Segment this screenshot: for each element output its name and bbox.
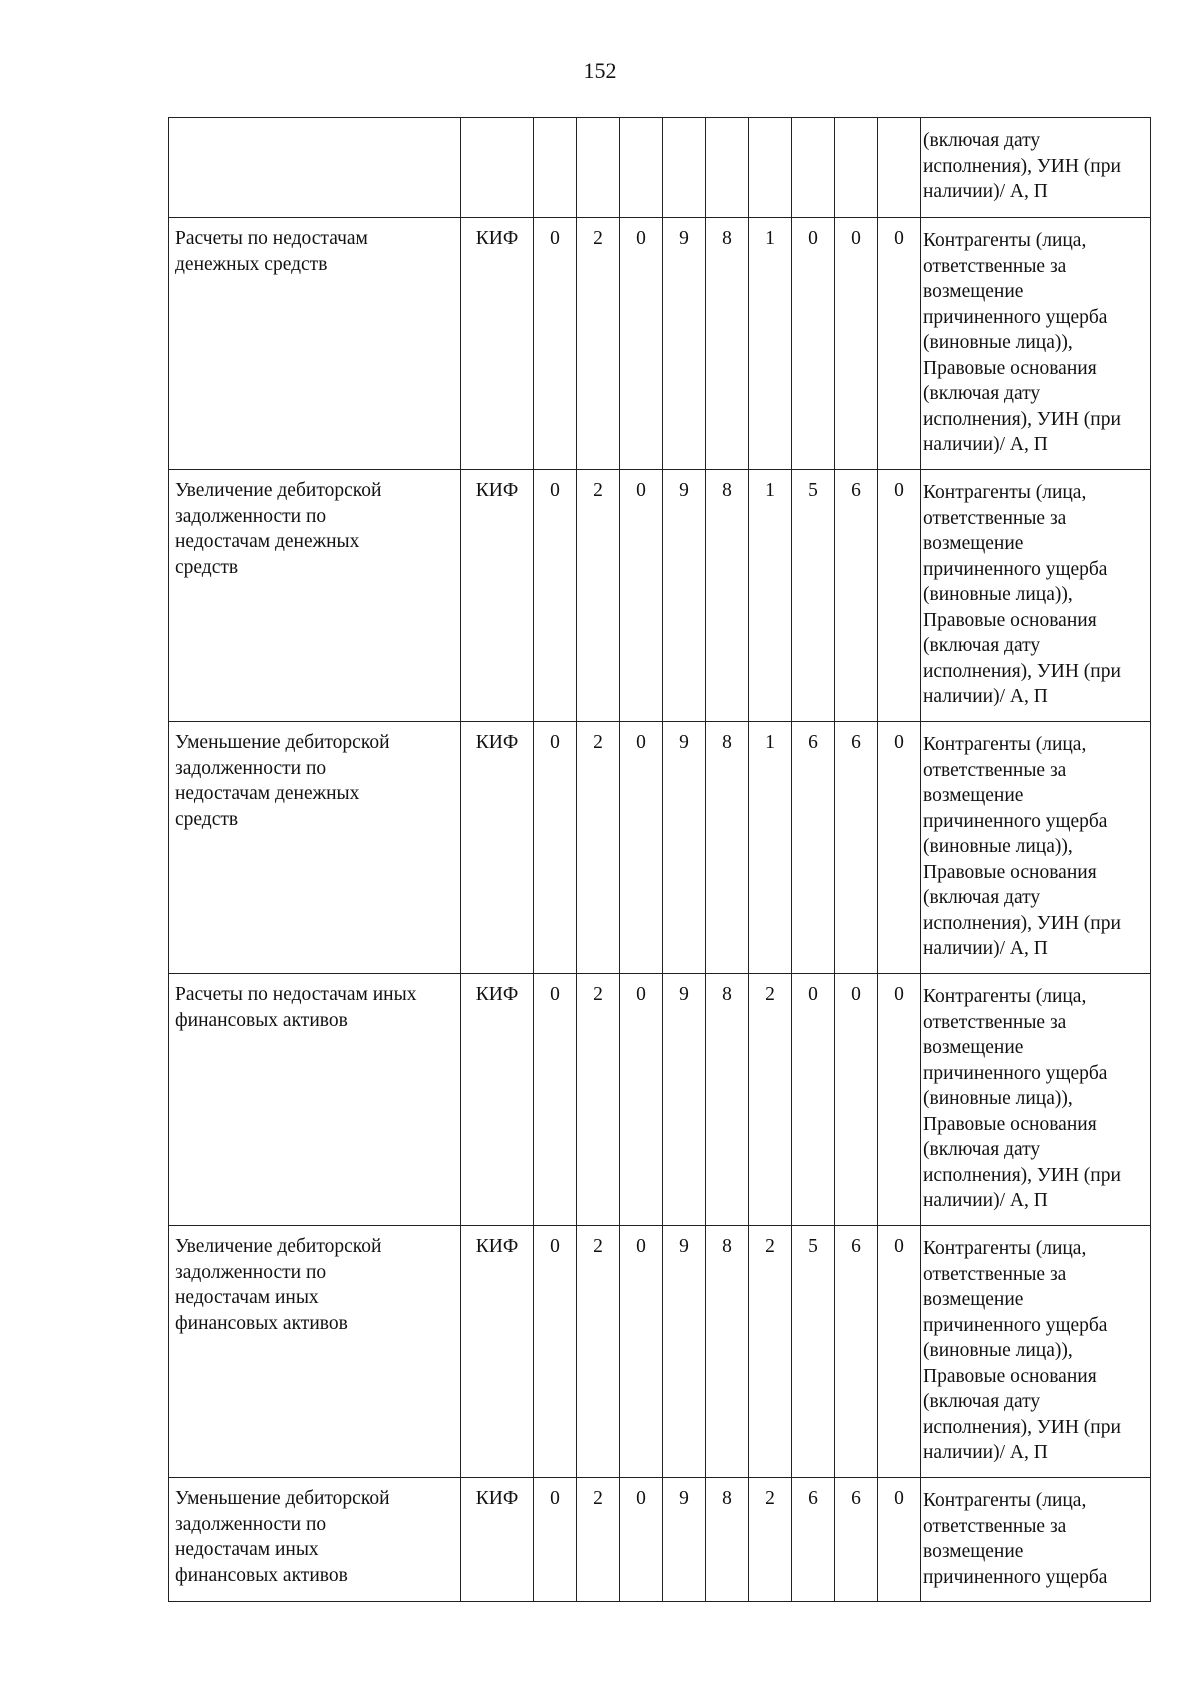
note-line: исполнения), УИН (при — [923, 912, 1121, 934]
table-row — [169, 470, 1151, 722]
note-line: ответственные за — [923, 759, 1067, 781]
code-digit: 6 — [835, 470, 878, 722]
account-name-line: задолженности по — [175, 1513, 327, 1535]
code-digit: 9 — [663, 1478, 706, 1602]
name-cell — [169, 118, 461, 218]
account-name-line: Уменьшение дебиторской — [175, 732, 390, 753]
note-line: (виновные лица)), — [923, 584, 1073, 605]
note-line: причиненного ущерба — [923, 810, 1108, 832]
code-digit: 0 — [534, 1226, 577, 1478]
code-digit: 0 — [878, 470, 921, 722]
account-name-line: Уменьшение дебиторской — [175, 1488, 390, 1509]
code-digit: 0 — [534, 974, 577, 1226]
note-cell — [921, 218, 1151, 470]
code-digit: 8 — [706, 1226, 749, 1478]
note-line: ответственные за — [923, 255, 1067, 277]
note-line: (включая дату — [923, 887, 1041, 908]
account-name — [169, 218, 461, 470]
code-digit: 9 — [663, 974, 706, 1226]
code-digit: 0 — [835, 974, 878, 1226]
account-name — [169, 722, 461, 974]
account-name-line: задолженности по — [175, 757, 327, 779]
code-digit: 6 — [835, 1478, 878, 1602]
account-name-line: недостачам денежных — [175, 783, 360, 804]
note-line: причиненного ущерба — [923, 1566, 1108, 1588]
code-digit: 2 — [577, 218, 620, 470]
note-line: исполнения), УИН (при — [923, 408, 1121, 430]
note-line: Правовые основания — [923, 1113, 1097, 1135]
code-digit: 2 — [577, 470, 620, 722]
code-digit: 8 — [706, 722, 749, 974]
code-digit: 0 — [534, 470, 577, 722]
account-name-line: Расчеты по недостачам — [175, 228, 368, 249]
note-line: Контрагенты (лица, — [923, 1238, 1087, 1259]
note-line: исполнения), УИН (при — [923, 1416, 1121, 1438]
note-line: наличии)/ А, П — [923, 434, 1048, 455]
code-digit: 0 — [835, 218, 878, 470]
note-line: исполнения), УИН (при — [923, 1164, 1121, 1186]
code-digit: 2 — [577, 1226, 620, 1478]
account-name-line: Увеличение дебиторской — [175, 1236, 382, 1257]
account-name-line: Расчеты по недостачам иных — [175, 984, 417, 1005]
note-line: (виновные лица)), — [923, 836, 1073, 857]
note-line: Правовые основания — [923, 609, 1097, 631]
code-digit: 0 — [620, 470, 663, 722]
account-name — [169, 974, 461, 1226]
account-name-line: финансовых активов — [175, 1009, 348, 1031]
code-digit: 0 — [878, 218, 921, 470]
note-line: (включая дату — [923, 383, 1041, 404]
code-digit: 0 — [620, 974, 663, 1226]
code-digit: 9 — [663, 722, 706, 974]
code-digit: 0 — [620, 1226, 663, 1478]
code-digit: 6 — [835, 1226, 878, 1478]
code-digit: 0 — [878, 1226, 921, 1478]
code-digit: 0 — [878, 1478, 921, 1602]
table-row — [169, 1478, 1151, 1602]
account-name-line: финансовых активов — [175, 1312, 348, 1334]
code-digit: 9 — [663, 1226, 706, 1478]
note-line: (включая дату — [923, 635, 1041, 656]
code-digit: 0 — [878, 722, 921, 974]
accounts-table — [168, 117, 1151, 1602]
code-digit: 2 — [749, 974, 792, 1226]
code-digit: 5 — [792, 1226, 835, 1478]
code-digit: 2 — [577, 722, 620, 974]
account-name-line: финансовых активов — [175, 1564, 348, 1586]
code-digit: 0 — [534, 722, 577, 974]
code-digit: 9 — [663, 470, 706, 722]
account-name — [169, 1226, 461, 1478]
note-line: исполнения), УИН (при — [923, 660, 1121, 682]
code-cell — [461, 118, 534, 218]
code-digit: 0 — [792, 218, 835, 470]
note-line: ответственные за — [923, 1011, 1067, 1033]
code-digit: 0 — [620, 1478, 663, 1602]
note-cell — [921, 470, 1151, 722]
table-row — [169, 218, 1151, 470]
note-line: причиненного ущерба — [923, 1062, 1108, 1084]
code-digit: 1 — [749, 722, 792, 974]
note-line: (включая дату — [923, 1139, 1041, 1160]
code-digit: 8 — [706, 974, 749, 1226]
table-row — [169, 974, 1151, 1226]
note-line: причиненного ущерба — [923, 306, 1108, 328]
code-digit: 0 — [534, 1478, 577, 1602]
code-digit: 2 — [577, 1478, 620, 1602]
account-name — [169, 470, 461, 722]
note-line: Контрагенты (лица, — [923, 734, 1087, 755]
note-cell — [921, 974, 1151, 1226]
code-digit: 2 — [749, 1478, 792, 1602]
code-digit: 0 — [878, 974, 921, 1226]
note-line: причиненного ущерба — [923, 558, 1108, 580]
note-line: (виновные лица)), — [923, 332, 1073, 353]
note-line: возмещение — [923, 281, 1024, 302]
code-digit: 0 — [620, 722, 663, 974]
code-digit: 2 — [577, 974, 620, 1226]
note-line: возмещение — [923, 1541, 1024, 1562]
note-line: Контрагенты (лица, — [923, 230, 1087, 251]
account-name-line: задолженности по — [175, 505, 327, 527]
note-line: возмещение — [923, 1289, 1024, 1310]
note-cell — [921, 1478, 1151, 1602]
note-line: Контрагенты (лица, — [923, 986, 1087, 1007]
account-name-line: Увеличение дебиторской — [175, 480, 382, 501]
note-line: причиненного ущерба — [923, 1314, 1108, 1336]
account-name-line: задолженности по — [175, 1261, 327, 1283]
note-line: наличии)/ А, П — [923, 1442, 1048, 1463]
code-digit: 0 — [534, 218, 577, 470]
code-cell: КИФ — [461, 218, 534, 470]
note-line: возмещение — [923, 785, 1024, 806]
note-line: (виновные лица)), — [923, 1088, 1073, 1109]
code-digit: 1 — [749, 218, 792, 470]
code-digit: 0 — [792, 974, 835, 1226]
note-cell — [921, 1226, 1151, 1478]
note-line: возмещение — [923, 1037, 1024, 1058]
account-name-line: средств — [175, 808, 239, 830]
code-digit: 6 — [835, 722, 878, 974]
code-digit: 5 — [792, 470, 835, 722]
code-digit: 0 — [620, 218, 663, 470]
note-line: (виновные лица)), — [923, 1340, 1073, 1361]
note-line: наличии)/ А, П — [923, 938, 1048, 959]
table-row — [169, 118, 1151, 218]
table-row — [169, 1226, 1151, 1478]
account-name — [169, 1478, 461, 1602]
account-name-line: недостачам иных — [175, 1287, 319, 1308]
note-line: наличии)/ А, П — [923, 686, 1048, 707]
note-line: наличии)/ А, П — [923, 1190, 1048, 1211]
note-line: Правовые основания — [923, 861, 1097, 883]
code-cell: КИФ — [461, 974, 534, 1226]
table-body — [169, 118, 1151, 1602]
code-digit: 6 — [792, 1478, 835, 1602]
code-digit: 2 — [749, 1226, 792, 1478]
account-name-line: недостачам иных — [175, 1539, 319, 1560]
code-digit: 6 — [792, 722, 835, 974]
note-line: ответственные за — [923, 1263, 1067, 1285]
code-cell: КИФ — [461, 1478, 534, 1602]
note-line: Контрагенты (лица, — [923, 482, 1087, 503]
code-digit: 9 — [663, 218, 706, 470]
note-line: Контрагенты (лица, — [923, 1490, 1087, 1511]
note-cell — [921, 722, 1151, 974]
page-number: 152 — [583, 58, 617, 83]
code-cell: КИФ — [461, 470, 534, 722]
account-name-line: денежных средств — [175, 253, 328, 275]
code-digit: 8 — [706, 1478, 749, 1602]
note-line: (включая дату — [923, 1391, 1041, 1412]
note-line: ответственные за — [923, 1515, 1067, 1537]
note-line: Правовые основания — [923, 1365, 1097, 1387]
code-cell: КИФ — [461, 722, 534, 974]
note-line: возмещение — [923, 533, 1024, 554]
code-digit: 8 — [706, 218, 749, 470]
code-digit: 1 — [749, 470, 792, 722]
account-name-line: средств — [175, 556, 239, 578]
note-cell: (включая дату исполнения), УИН (при наличии)/ А, П — [921, 118, 1151, 218]
note-line: ответственные за — [923, 507, 1067, 529]
code-digit: 8 — [706, 470, 749, 722]
account-name-line: недостачам денежных — [175, 531, 360, 552]
code-cell: КИФ — [461, 1226, 534, 1478]
note-line: Правовые основания — [923, 357, 1097, 379]
table-row — [169, 722, 1151, 974]
